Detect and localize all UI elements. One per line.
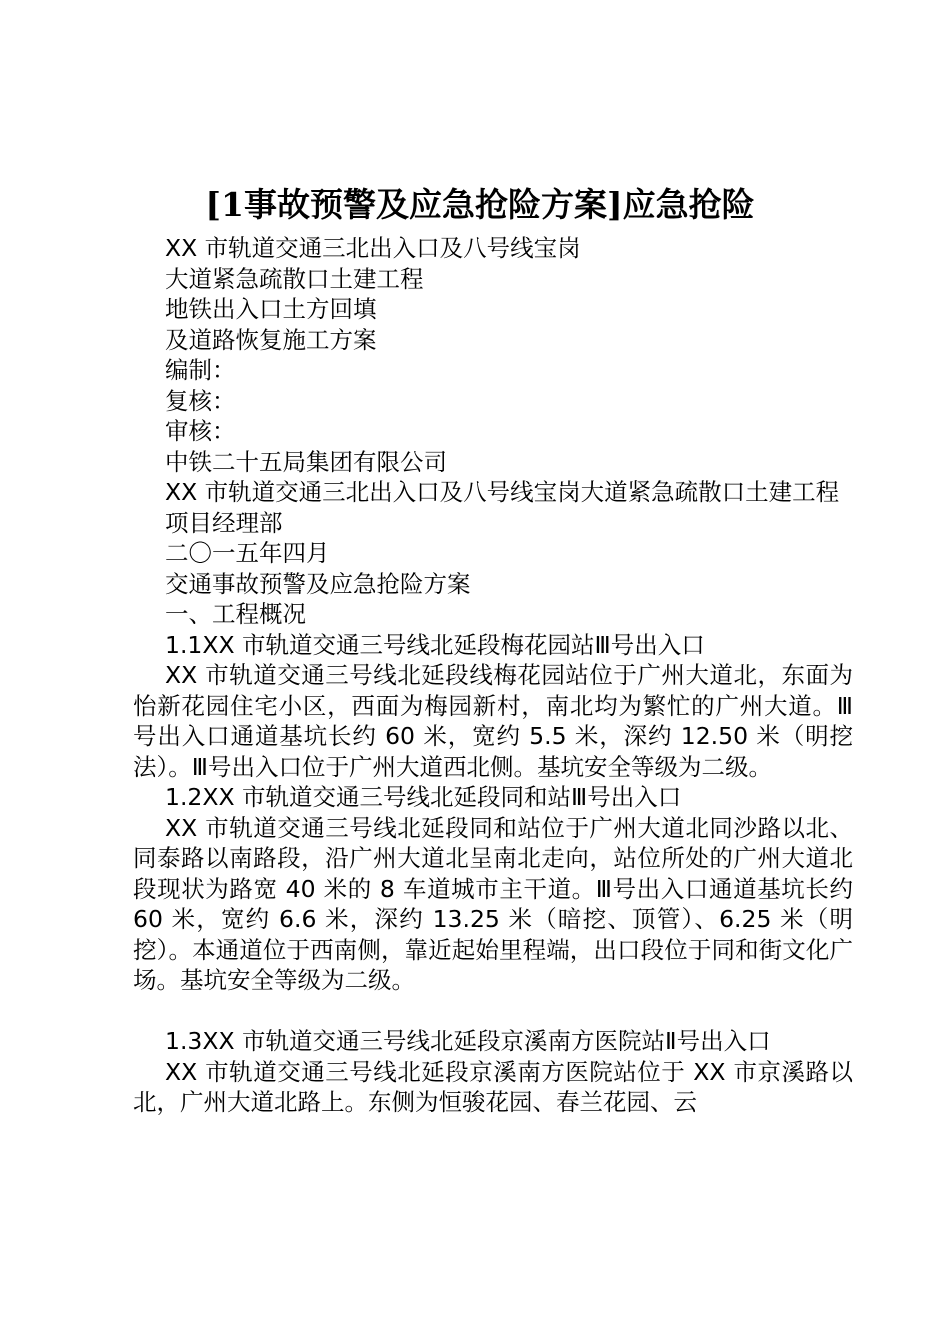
subsection-heading: 1.1XX 市轨道交通三号线北延段梅花园站Ⅲ号出入口 — [165, 630, 705, 659]
paragraph: XX 市轨道交通三北出入口及八号线宝岗大道紧急疏散口土建工程 — [165, 478, 840, 506]
paragraph: 地铁出入口土方回填 — [165, 295, 377, 323]
paragraph: XX 市轨道交通三号线北延段京溪南方医院站位于 XX 市京溪路以北，广州大道北路上。东侧为恒骏花园、春兰花园、云 — [133, 1057, 853, 1116]
paragraph: 交通事故预警及应急抢险方案 — [165, 569, 471, 598]
subsection-heading: 1.3XX 市轨道交通三号线北延段京溪南方医院站Ⅱ号出入口 — [165, 1027, 771, 1055]
paragraph: 复核： — [165, 386, 236, 415]
paragraph: 二〇一五年四月 — [165, 539, 330, 567]
paragraph: XX 市轨道交通三号线北延段线梅花园站位于广州大道北，东面为怡新花园住宅小区，西面为梅园新村，南北均为繁忙的广州大道。Ⅲ号出入口通道基坑长约 60 米，宽约 5.5 米，深约 12.50 米（明挖法）。Ⅲ号出入口位于广州大道西北侧。基坑安全等级为二级。 — [133, 661, 853, 781]
document-body — [133, 233, 853, 1118]
paragraph: XX 市轨道交通三号线北延段同和站位于广州大道北同沙路以北、同泰路以南路段，沿广州大道北呈南北走向，站位所处的广州大道北段现状为路宽 40 米的 8 车道城市主干道。Ⅲ号出入口通道基坑长约 60 米，宽约 6.6 米，深约 13.25 米（暗挖、顶管）、6.25 米（明挖）。本通道位于西南侧，靠近起始里程端，出口段位于同和街文化广场。基坑安全等级为二级。 — [133, 813, 853, 994]
paragraph: 及道路恢复施工方案 — [165, 325, 377, 354]
paragraph: 中铁二十五局集团有限公司 — [165, 447, 447, 476]
blank-line — [133, 996, 853, 1027]
paragraph: 审核： — [165, 417, 236, 445]
document-title: [1事故预警及应急抢险方案]应急抢险 — [205, 185, 755, 224]
paragraph: 项目经理部 — [165, 508, 283, 537]
paragraph: 编制： — [165, 356, 236, 384]
paragraph: XX 市轨道交通三北出入口及八号线宝岗 — [165, 234, 581, 262]
subsection-heading: 1.2XX 市轨道交通三号线北延段同和站Ⅲ号出入口 — [165, 783, 682, 811]
paragraph: 大道紧急疏散口土建工程 — [165, 264, 424, 293]
section-heading: 一、工程概况 — [165, 600, 306, 628]
